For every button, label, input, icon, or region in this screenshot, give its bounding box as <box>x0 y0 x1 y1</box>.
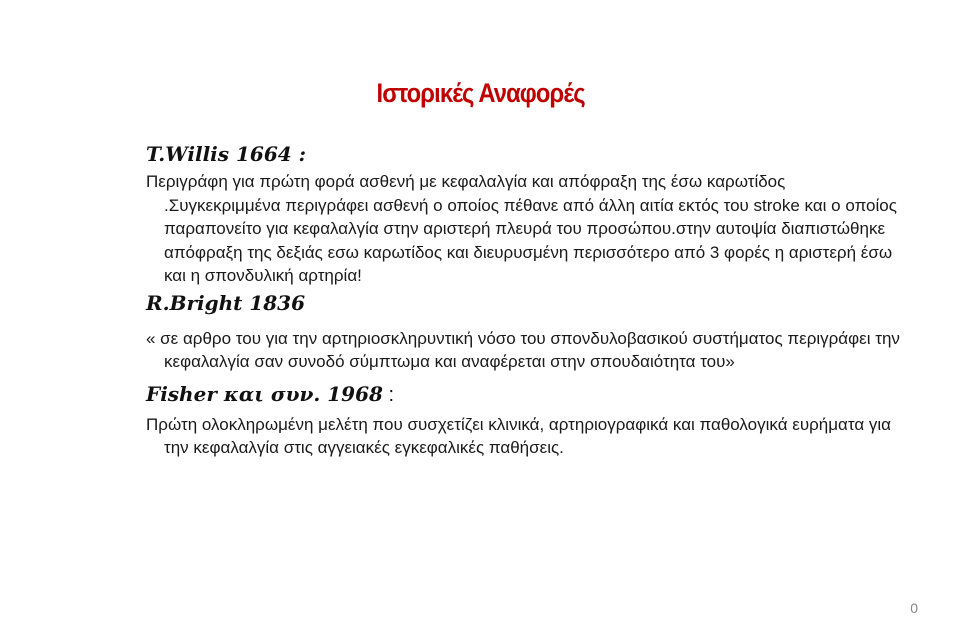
section-text-willis: Περιγράφη για πρώτη φορά ασθενή με κεφαλαλγία και απόφραξη της έσω καρωτίδος .Συγκεκριμμένα περιγράφει ασθενή ο οποίος πέθανε από άλλη αιτία εκτός του stroke και ο οποίος παραπονείτο για κεφαλαλγία στην αριστερή πλευρά του προσώπου.στην αυτοψία διαπιστώθηκε απόφραξη της δεξιάς εσω καρωτίδος και διευρυσμένη περισσότερο από 3 φορές η αριστερή έσω και η σπονδυλική αρτηρία! <box>146 172 897 285</box>
section-text-bright: « σε αρθρο του για την αρτηριοσκληρυντική νόσο του σπονδυλοβασικού συστήματος περιγράφει την κεφαλαλγία σαν συνοδό σύμπτωμα και αναφέρεται στην σπουδαιότητα του» <box>146 328 900 371</box>
section-heading-bright: R.Bright 1836 <box>146 290 306 315</box>
section-heading-fisher <box>146 380 906 409</box>
section-heading-fisher-suffix: : <box>382 383 395 406</box>
section-heading-fisher-main: Fisher και συν. 1968 <box>146 381 383 406</box>
section-text-fisher: Πρώτη ολοκληρωμένη μελέτη που συσχετίζει κλινικά, αρτηριογραφικά και παθολογικά ευρήματα για την κεφαλαλγία στις αγγειακές εγκεφαλικές παθήσεις. <box>146 414 891 457</box>
slide-body <box>146 140 906 460</box>
slide-number: 0 <box>910 600 918 616</box>
slide-title: Ιστορικές Αναφορές <box>376 78 585 108</box>
section-heading-willis: T.Willis 1664 : <box>146 142 306 166</box>
